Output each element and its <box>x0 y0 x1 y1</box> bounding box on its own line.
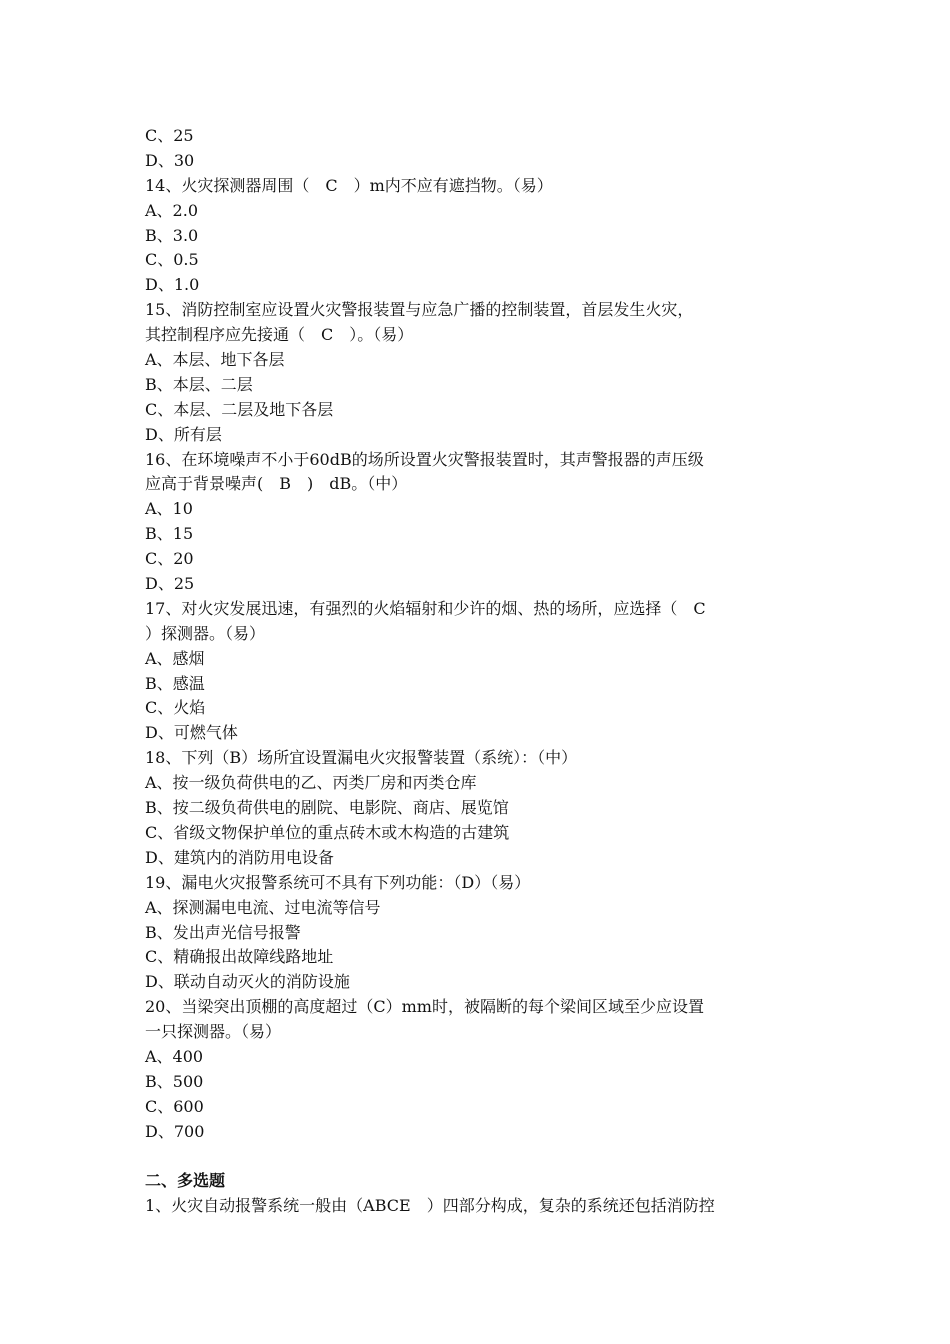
text-line: C、600 <box>145 1096 204 1116</box>
text-line: B、按二级负荷供电的剧院、电影院、商店、展览馆 <box>145 798 509 818</box>
question-list-multiple-choice <box>145 1194 815 1219</box>
text-line: 17、对火灾发展迅速，有强烈的火焰辐射和少许的烟、热的场所，应选择（ C <box>145 598 706 618</box>
text-line: 一只探测器。（易） <box>145 1022 282 1042</box>
text-line: ）探测器。（易） <box>145 623 266 643</box>
text-line: A、400 <box>145 1046 204 1066</box>
section-title: 二、多选题 <box>145 1171 226 1191</box>
text-line: 16、在环境噪声不小于60dB的场所设置火灾警报装置时，其声警报器的声压级 <box>145 449 704 469</box>
text-line: A、探测漏电电流、过电流等信号 <box>145 897 381 917</box>
text-line: A、10 <box>145 499 193 519</box>
text-line: C、本层、二层及地下各层 <box>145 399 334 419</box>
text-line: C、25 <box>145 126 194 145</box>
text-line: 14、火灾探测器周围（ C ）m内不应有遮挡物。（易） <box>145 175 553 195</box>
text-line: D、700 <box>145 1121 205 1141</box>
text-line: C、0.5 <box>145 250 199 270</box>
text-line: 18、下列（B）场所宜设置漏电火灾报警装置（系统）：（中） <box>145 748 578 768</box>
text-line: 其控制程序应先接通（ C ）。（易） <box>145 325 414 345</box>
text-line: B、本层、二层 <box>145 374 253 394</box>
text-line: D、30 <box>145 150 195 170</box>
text-line: 20、当梁突出顶棚的高度超过（C）mm时，被隔断的每个梁间区域至少应设置 <box>145 997 704 1017</box>
text-line: B、3.0 <box>145 225 199 245</box>
text-line: C、火焰 <box>145 698 206 718</box>
question-list-single-choice <box>145 124 815 1145</box>
text-line: D、25 <box>145 574 195 594</box>
blank-line <box>145 1145 815 1170</box>
text-line: 应高于背景噪声( B ) dB。（中） <box>145 474 408 494</box>
text-line: 15、消防控制室应设置火灾警报装置与应急广播的控制装置，首层发生火灾， <box>145 300 694 320</box>
text-line: D、可燃气体 <box>145 723 238 743</box>
text-line: A、按一级负荷供电的乙、丙类厂房和丙类仓库 <box>145 773 477 793</box>
text-line: D、联动自动灭火的消防设施 <box>145 972 350 992</box>
text-line: B、感温 <box>145 673 205 693</box>
text-line: D、1.0 <box>145 275 200 295</box>
text-line: A、2.0 <box>145 200 199 220</box>
text-line: D、建筑内的消防用电设备 <box>145 847 334 867</box>
text-line: C、省级文物保护单位的重点砖木或木构造的古建筑 <box>145 822 510 842</box>
document-page <box>145 124 815 1219</box>
text-line: A、感烟 <box>145 648 205 668</box>
text-line: B、500 <box>145 1071 204 1091</box>
text-line: C、精确报出故障线路地址 <box>145 947 334 967</box>
text-line: B、15 <box>145 524 194 544</box>
text-line: B、发出声光信号报警 <box>145 922 301 942</box>
text-line: A、本层、地下各层 <box>145 350 285 370</box>
text-line: 1、火灾自动报警系统一般由（ABCE ）四部分构成，复杂的系统还包括消防控 <box>145 1196 715 1216</box>
text-line: D、所有层 <box>145 424 222 444</box>
text-line: C、20 <box>145 549 194 569</box>
text-line: 19、漏电火灾报警系统可不具有下列功能：（D）（易） <box>145 872 531 892</box>
